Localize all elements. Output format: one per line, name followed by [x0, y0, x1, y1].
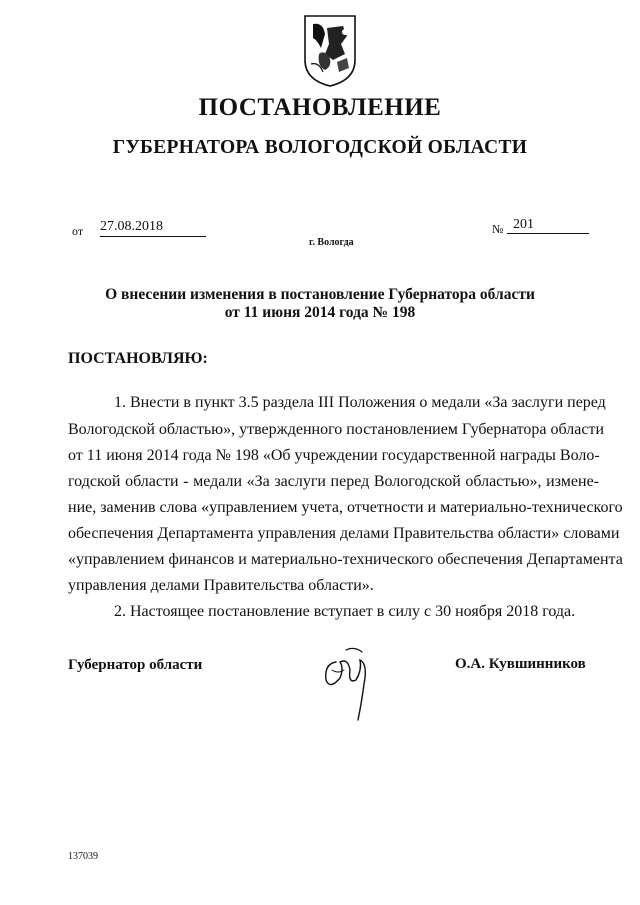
document-date [100, 219, 206, 237]
paragraph-line: управления делами Правительства области». [68, 577, 374, 594]
paragraph-line: «управлением финансов и материально-технического обеспечения Департамента [68, 551, 623, 568]
date-prefix: от [72, 224, 84, 238]
handwritten-signature [318, 640, 384, 722]
paragraph-line: годской области - медали «За заслуги перед Вологодской областью», измене- [68, 473, 599, 490]
document-number [507, 217, 589, 234]
coat-of-arms-icon [303, 14, 357, 88]
document-subtitle: ГУБЕРНАТОРА ВОЛОГОДСКОЙ ОБЛАСТИ [112, 137, 528, 158]
signatory-name: О.А. Кувшинников [455, 656, 586, 672]
subject-line-1: О внесении изменения в постановление Губернатора области [105, 286, 535, 303]
paragraph-line: 1. Внести в пункт 3.5 раздела III Положения о медали «За заслуги перед [114, 394, 606, 411]
city-label: г. Вологда [309, 237, 354, 248]
subject-line-2: от 11 июня 2014 года № 198 [224, 304, 416, 321]
paragraph-line: обеспечения Департамента управления делами Правительства области» словами [68, 525, 620, 542]
number-prefix: № [492, 222, 504, 236]
paragraph-line: Вологодской областью», утвержденного постановлением Губернатора области [68, 421, 604, 438]
paragraph-line: ние, заменив слова «управлением учета, отчетности и материально-технического [68, 499, 623, 516]
footer-doc-number: 137039 [68, 851, 98, 862]
signatory-position: Губернатор области [68, 657, 203, 673]
document-date-value: 27.08.2018 [100, 219, 163, 234]
paragraph-line: от 11 июня 2014 года № 198 «Об учреждении государственной награды Воло- [68, 447, 600, 464]
document-number-value: 201 [513, 217, 534, 232]
resolves-heading: ПОСТАНОВЛЯЮ: [68, 350, 208, 367]
paragraph-2: 2. Настоящее постановление вступает в силу с 30 ноября 2018 года. [114, 603, 576, 620]
document-title: ПОСТАНОВЛЕНИЕ [198, 94, 442, 121]
